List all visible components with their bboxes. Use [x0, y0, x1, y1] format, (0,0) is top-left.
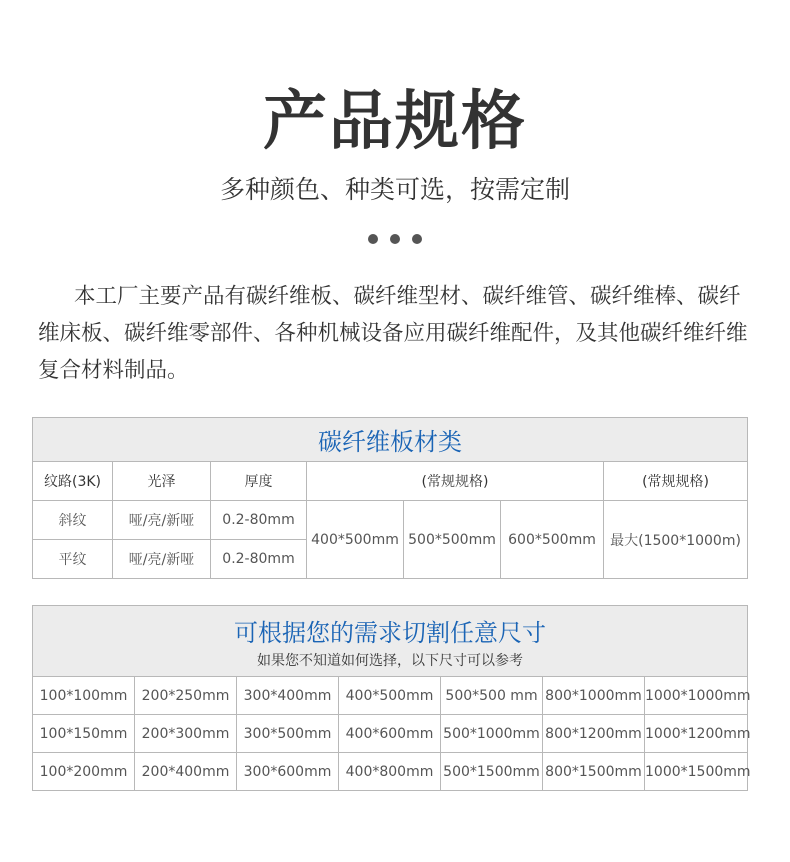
- table-cell-size: 600*500mm: [501, 501, 604, 579]
- table-cell: 800*1200mm: [543, 715, 645, 753]
- table-cell: 1000*1000mm: [645, 677, 748, 715]
- dots-divider: [0, 229, 790, 248]
- cut-table-title-cell: [33, 606, 748, 677]
- table-cell: 200*250mm: [135, 677, 237, 715]
- table-cell: 200*400mm: [135, 753, 237, 791]
- dot-icon: [390, 234, 400, 244]
- board-table-title-cell: [33, 418, 748, 462]
- table-cell: 300*400mm: [237, 677, 339, 715]
- table-cell: 1000*1500mm: [645, 753, 748, 791]
- board-spec-table: [32, 417, 748, 579]
- intro-paragraph: 本工厂主要产品有碳纤维板、碳纤维型材、碳纤维管、碳纤维棒、碳纤维床板、碳纤维零部件、各种机械设备应用碳纤维配件，及其他碳纤维纤维复合材料制品。: [38, 284, 748, 383]
- table-cell-max-size: 最大(1500*1000m): [604, 501, 748, 579]
- table-cell: 100*150mm: [33, 715, 135, 753]
- table-cell: 800*1500mm: [543, 753, 645, 791]
- table-cell: 300*500mm: [237, 715, 339, 753]
- header-thickness: 厚度: [211, 462, 307, 501]
- cut-table-note: 如果您不知道如何选择，以下尺寸可以参考: [257, 652, 524, 669]
- header-pattern: 纹路(3K): [33, 462, 113, 501]
- header-gloss: 光泽: [113, 462, 211, 501]
- header-standard-size: (常规规格): [307, 462, 604, 501]
- cut-size-table: [32, 605, 751, 791]
- dot-icon: [368, 234, 378, 244]
- table-cell-thickness: 0.2-80mm: [211, 540, 307, 579]
- table-cell: 500*1500mm: [441, 753, 543, 791]
- table-cell: 800*1000mm: [543, 677, 645, 715]
- table-cell-pattern: 斜纹: [33, 501, 113, 540]
- page-title: 产品规格: [263, 85, 527, 159]
- table-cell: 400*500mm: [339, 677, 441, 715]
- table-cell: 100*200mm: [33, 753, 135, 791]
- table-cell: 1000*1200mm: [645, 715, 748, 753]
- table-cell-gloss: 哑/亮/新哑: [113, 501, 211, 540]
- table-row: [33, 677, 748, 715]
- table-cell-size: 500*500mm: [404, 501, 501, 579]
- table-cell-thickness: 0.2-80mm: [211, 501, 307, 540]
- page-subtitle: 多种颜色、种类可选，按需定制: [219, 175, 570, 204]
- table-row: [33, 715, 748, 753]
- table-cell: 500*500 mm: [441, 677, 543, 715]
- table-row: [33, 753, 748, 791]
- table-cell-gloss: 哑/亮/新哑: [113, 540, 211, 579]
- cut-table-title: 可根据您的需求切割任意尺寸: [234, 618, 547, 647]
- table-cell-pattern: 平纹: [33, 540, 113, 579]
- table-cell: 400*800mm: [339, 753, 441, 791]
- table-cell: 500*1000mm: [441, 715, 543, 753]
- table-cell: 100*100mm: [33, 677, 135, 715]
- table-cell: 200*300mm: [135, 715, 237, 753]
- table-cell: 300*600mm: [237, 753, 339, 791]
- table-cell: 400*600mm: [339, 715, 441, 753]
- board-table-title: 碳纤维板材类: [318, 428, 463, 456]
- table-cell-size: 400*500mm: [307, 501, 404, 579]
- header-max-size: (常规规格): [604, 462, 748, 501]
- dot-icon: [412, 234, 422, 244]
